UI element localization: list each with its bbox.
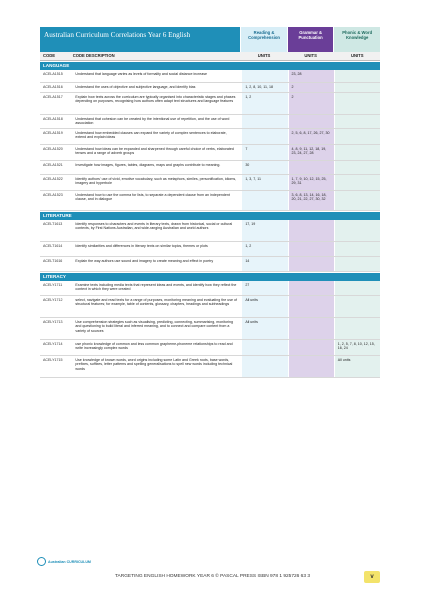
units-phonic-cell bbox=[335, 70, 380, 82]
table-row bbox=[40, 242, 380, 257]
table-header bbox=[40, 27, 380, 52]
units-phonic-cell: All units bbox=[335, 356, 380, 377]
description-cell: Understand how ideas can be expanded and sharpened through careful choice of verbs, elaborated tenses and a range of adverb groups bbox=[75, 147, 234, 156]
units-grammar-cell bbox=[289, 281, 334, 295]
units-label-grammar: UNITS bbox=[304, 53, 317, 58]
description-cell: Understand that cohesion can be created by the intentional use of repetition, and the use of word association bbox=[75, 117, 230, 126]
table-row bbox=[40, 281, 380, 296]
units-grammar-cell bbox=[289, 318, 334, 339]
footer-text: TARGETING ENGLISH HOMEWORK YEAR 6 © PASCAL PRESS ISBN 978 1 925726 63 3 bbox=[114, 574, 311, 579]
description-cell: use phonic knowledge of common and less common grapheme-phoneme relationships to read and write increasingly complex words bbox=[75, 342, 233, 351]
units-phonic-cell bbox=[335, 296, 380, 317]
table-row bbox=[40, 161, 380, 175]
description-cell: Use knowledge of known words, word origins including some Latin and Greek roots, base words, prefixes, suffixes, letter patterns and spelling generalisations to spell new words including technical words bbox=[75, 358, 233, 371]
units-phonic-cell bbox=[335, 115, 380, 128]
header-reading-comprehension: Reading & Comprehension bbox=[241, 27, 287, 52]
code-cell: ACELA1522 bbox=[43, 177, 63, 181]
code-cell: ACELA1517 bbox=[43, 95, 63, 99]
units-reading-cell bbox=[242, 129, 287, 144]
code-cell: ACELY1713 bbox=[43, 320, 63, 324]
table-row bbox=[40, 356, 380, 378]
code-column-label: CODE bbox=[43, 53, 56, 58]
code-cell: ACELA1519 bbox=[43, 131, 63, 135]
table-row bbox=[40, 70, 380, 83]
description-cell: Understand how to use the comma for lists, to separate a dependent clause from an independent clause, and in dialogue bbox=[75, 193, 230, 202]
units-grammar-cell bbox=[289, 340, 334, 355]
units-reading-cell bbox=[242, 115, 287, 128]
units-phonic-cell bbox=[335, 242, 380, 256]
units-reading-cell: 1, 2 bbox=[242, 93, 287, 114]
description-cell: Identify similarities and differences in literary texts on similar topics, themes or plots bbox=[75, 244, 208, 248]
units-reading-cell: 1, 2 bbox=[242, 242, 287, 256]
code-cell: ACELY1711 bbox=[43, 283, 63, 287]
description-cell: Examine texts including media texts that represent ideas and events, and identify how they reflect the context in which they were created bbox=[75, 283, 237, 292]
section-header: LANGUAGE bbox=[40, 62, 380, 70]
units-reading-cell: All units bbox=[242, 296, 287, 317]
units-reading-cell bbox=[242, 356, 287, 377]
description-cell: Understand the uses of objective and subjective language, and identify bias bbox=[75, 85, 196, 89]
table-row bbox=[40, 83, 380, 93]
code-cell: ACELA1515 bbox=[43, 72, 63, 76]
description-cell: Understand that language varies as levels of formality and social distance increase bbox=[75, 72, 208, 76]
description-cell: Use comprehension strategies such as visualising, predicting, connecting, summarising, monitoring and questioning to build literal and inferred meaning, and to connect and compare content from a variety of sources bbox=[75, 320, 233, 333]
code-cell: ACELA1523 bbox=[43, 193, 63, 197]
units-grammar-cell bbox=[289, 356, 334, 377]
units-phonic-cell bbox=[335, 93, 380, 114]
units-grammar-cell: 2 bbox=[289, 83, 334, 92]
units-phonic-cell bbox=[335, 281, 380, 295]
description-cell: Investigate how images, figures, tables, diagrams, maps and graphs contribute to meaning. bbox=[75, 163, 221, 167]
units-phonic-cell bbox=[335, 175, 380, 190]
units-grammar-cell bbox=[289, 161, 334, 174]
table-row bbox=[40, 115, 380, 129]
code-cell: ACELT1614 bbox=[43, 244, 63, 248]
code-cell: ACELT1616 bbox=[43, 259, 63, 263]
description-cell: select, navigate and read texts for a range of purposes, monitoring meaning and evaluating the use of structural features; for example, table of contents, glossary, chapters, headings and subheadings bbox=[75, 298, 238, 307]
code-cell: ACELY1712 bbox=[43, 298, 63, 302]
units-reading-cell: 30 bbox=[242, 161, 287, 174]
units-phonic-cell bbox=[335, 161, 380, 174]
units-phonic-cell bbox=[335, 257, 380, 271]
description-column-label: CODE DESCRIPTION bbox=[72, 53, 115, 58]
units-grammar-cell bbox=[289, 242, 334, 256]
page-number: v bbox=[364, 571, 380, 583]
table-row bbox=[40, 145, 380, 161]
units-label-reading: UNITS bbox=[257, 53, 271, 58]
units-phonic-cell bbox=[335, 191, 380, 210]
code-cell: ACELA1516 bbox=[43, 85, 63, 89]
units-grammar-cell: 1, 7, 9, 10, 12, 15, 25, 29, 31 bbox=[289, 175, 334, 190]
units-reading-cell: All units bbox=[242, 318, 287, 339]
column-subheader bbox=[40, 52, 380, 61]
units-grammar-cell: 4, 8, 9, 11, 12, 18, 19, 23, 24, 27, 28 bbox=[289, 145, 334, 160]
units-grammar-cell bbox=[289, 220, 334, 241]
units-phonic-cell bbox=[335, 83, 380, 92]
units-reading-cell bbox=[242, 340, 287, 355]
header-phonic-word-knowledge: Phonic & Word Knowledge bbox=[334, 27, 380, 52]
table-row bbox=[40, 220, 380, 242]
table-row bbox=[40, 175, 380, 191]
description-cell: Explain how texts across the curriculum are typically organised into characteristic stages and phases depending on purposes, recognising how authors often adapt text structures and language features bbox=[75, 95, 236, 104]
header-grammar-punctuation: Grammar & Punctuation bbox=[288, 27, 334, 52]
code-cell: ACELY1714 bbox=[43, 342, 63, 346]
description-cell: Explain the way authors use sound and imagery to create meaning and effect in poetry bbox=[75, 259, 214, 263]
units-reading-cell bbox=[242, 70, 287, 82]
section-header: LITERATURE bbox=[40, 212, 380, 220]
logo-text: Australian CURRICULUM bbox=[48, 559, 91, 564]
table-row bbox=[40, 340, 380, 356]
page-title: Australian Curriculum Correlations Year 6 English bbox=[40, 27, 240, 52]
units-label-phonic: UNITS bbox=[350, 53, 364, 58]
units-grammar-cell: 23, 28 bbox=[289, 70, 334, 82]
table-row bbox=[40, 257, 380, 272]
description-cell: Identify authors' use of vivid, emotive vocabulary, such as metaphors, similes, personification, idioms, imagery and hyperbole bbox=[75, 177, 237, 186]
table-row bbox=[40, 191, 380, 211]
code-cell: ACELA1518 bbox=[43, 117, 63, 121]
units-grammar-cell bbox=[289, 257, 334, 271]
units-phonic-cell bbox=[335, 318, 380, 339]
units-reading-cell: 1, 3, 7, 11 bbox=[242, 175, 287, 190]
table-row bbox=[40, 296, 380, 318]
units-grammar-cell: 3, 6, 8, 13, 14, 16, 18, 20, 21, 22, 27, 30, 32 bbox=[289, 191, 334, 210]
table-row bbox=[40, 93, 380, 115]
units-grammar-cell: 2 bbox=[289, 93, 334, 114]
units-reading-cell: 27 bbox=[242, 281, 287, 295]
units-reading-cell: 7 bbox=[242, 145, 287, 160]
code-cell: ACELT1613 bbox=[43, 222, 63, 226]
table-row bbox=[40, 129, 380, 145]
section-header: LITERACY bbox=[40, 273, 380, 281]
units-reading-cell: 1, 2, 8, 10, 11, 18 bbox=[242, 83, 287, 92]
code-cell: ACELA1521 bbox=[43, 163, 63, 167]
units-grammar-cell bbox=[289, 115, 334, 128]
code-cell: ACELY1715 bbox=[43, 358, 63, 362]
units-phonic-cell bbox=[335, 220, 380, 241]
units-phonic-cell: 1, 2, 5, 7, 8, 10, 12, 15, 16, 24 bbox=[335, 340, 380, 355]
description-cell: Understand how embedded clauses can expand the variety of complex sentences to elaborate, extend and explain ideas bbox=[75, 131, 227, 140]
units-reading-cell bbox=[242, 191, 287, 210]
table-row bbox=[40, 318, 380, 340]
units-grammar-cell bbox=[289, 296, 334, 317]
units-phonic-cell bbox=[335, 145, 380, 160]
code-cell: ACELA1520 bbox=[43, 147, 63, 151]
australian-curriculum-logo bbox=[37, 557, 91, 566]
description-cell: Identify responses to characters and events in literary texts, drawn from historical, social or cultural contexts, by First Nations Australian, and wide-ranging Australian and world authors bbox=[75, 222, 233, 231]
units-phonic-cell bbox=[335, 129, 380, 144]
units-reading-cell: 17, 19 bbox=[242, 220, 287, 241]
units-grammar-cell: 2, 5, 6, 8, 17, 26, 27, 30 bbox=[289, 129, 334, 144]
units-reading-cell: 14 bbox=[242, 257, 287, 271]
table-body bbox=[40, 62, 380, 378]
curriculum-logo-icon bbox=[37, 557, 46, 566]
correlation-table bbox=[40, 27, 380, 378]
